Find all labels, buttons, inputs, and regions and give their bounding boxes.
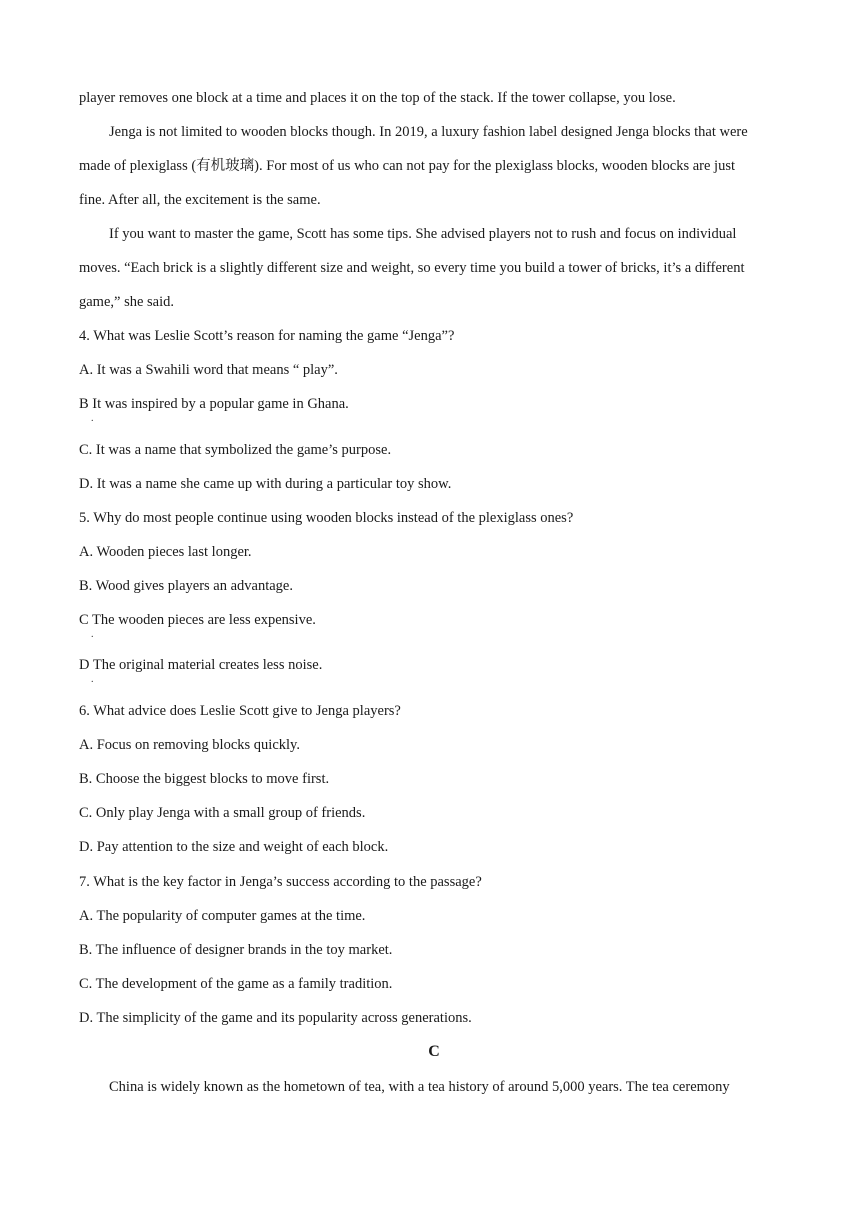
question-stem: 5. Why do most people continue using wooden blocks instead of the plexiglass ones? bbox=[79, 510, 574, 526]
answer-option: C. It was a name that symbolized the game’s purpose. bbox=[79, 442, 392, 458]
answer-option: D. Pay attention to the size and weight of each block. bbox=[79, 839, 389, 855]
answer-option: B. Choose the biggest blocks to move first. bbox=[79, 771, 330, 787]
passage-line: player removes one block at a time and places it on the top of the stack. If the tower collapse, you lose. bbox=[79, 90, 676, 106]
passage-line: moves. “Each brick is a slightly different size and weight, so every time you build a tower of bricks, it’s a different bbox=[79, 260, 745, 276]
question-stem: 4. What was Leslie Scott’s reason for naming the game “Jenga”? bbox=[79, 328, 455, 344]
answer-option: A. It was a Swahili word that means “ play”. bbox=[79, 362, 338, 378]
answer-option: A. Focus on removing blocks quickly. bbox=[79, 737, 300, 753]
stray-dot: . bbox=[91, 629, 94, 640]
answer-option: D. The simplicity of the game and its popularity across generations. bbox=[79, 1010, 472, 1026]
passage-line: made of plexiglass (有机玻璃). For most of us who can not pay for the plexiglass blocks, wooden blocks are just bbox=[79, 158, 736, 174]
answer-option: A. Wooden pieces last longer. bbox=[79, 544, 252, 560]
section-heading: C bbox=[428, 1043, 440, 1060]
answer-option: D. It was a name she came up with during a particular toy show. bbox=[79, 476, 452, 492]
answer-option: B. The influence of designer brands in the toy market. bbox=[79, 942, 393, 958]
answer-option: A. The popularity of computer games at the time. bbox=[79, 908, 366, 924]
question-stem: 7. What is the key factor in Jenga’s success according to the passage? bbox=[79, 874, 482, 890]
answer-option: C. The development of the game as a family tradition. bbox=[79, 976, 393, 992]
passage-line: game,” she said. bbox=[79, 294, 175, 310]
answer-option: D The original material creates less noise. bbox=[79, 657, 323, 673]
stray-dot: . bbox=[91, 413, 94, 424]
answer-option: C. Only play Jenga with a small group of friends. bbox=[79, 805, 366, 821]
passage-line: Jenga is not limited to wooden blocks though. In 2019, a luxury fashion label designed Jenga blocks that were bbox=[109, 124, 748, 140]
question-stem: 6. What advice does Leslie Scott give to Jenga players? bbox=[79, 703, 401, 719]
answer-option: B It was inspired by a popular game in Ghana. bbox=[79, 396, 349, 412]
passage-line: If you want to master the game, Scott has some tips. She advised players not to rush and focus on individual bbox=[109, 226, 737, 242]
passage-line: China is widely known as the hometown of tea, with a tea history of around 5,000 years. The tea ceremony bbox=[109, 1079, 730, 1095]
answer-option: C The wooden pieces are less expensive. bbox=[79, 612, 316, 628]
passage-line: fine. After all, the excitement is the same. bbox=[79, 192, 321, 208]
answer-option: B. Wood gives players an advantage. bbox=[79, 578, 293, 594]
stray-dot: . bbox=[91, 674, 94, 685]
